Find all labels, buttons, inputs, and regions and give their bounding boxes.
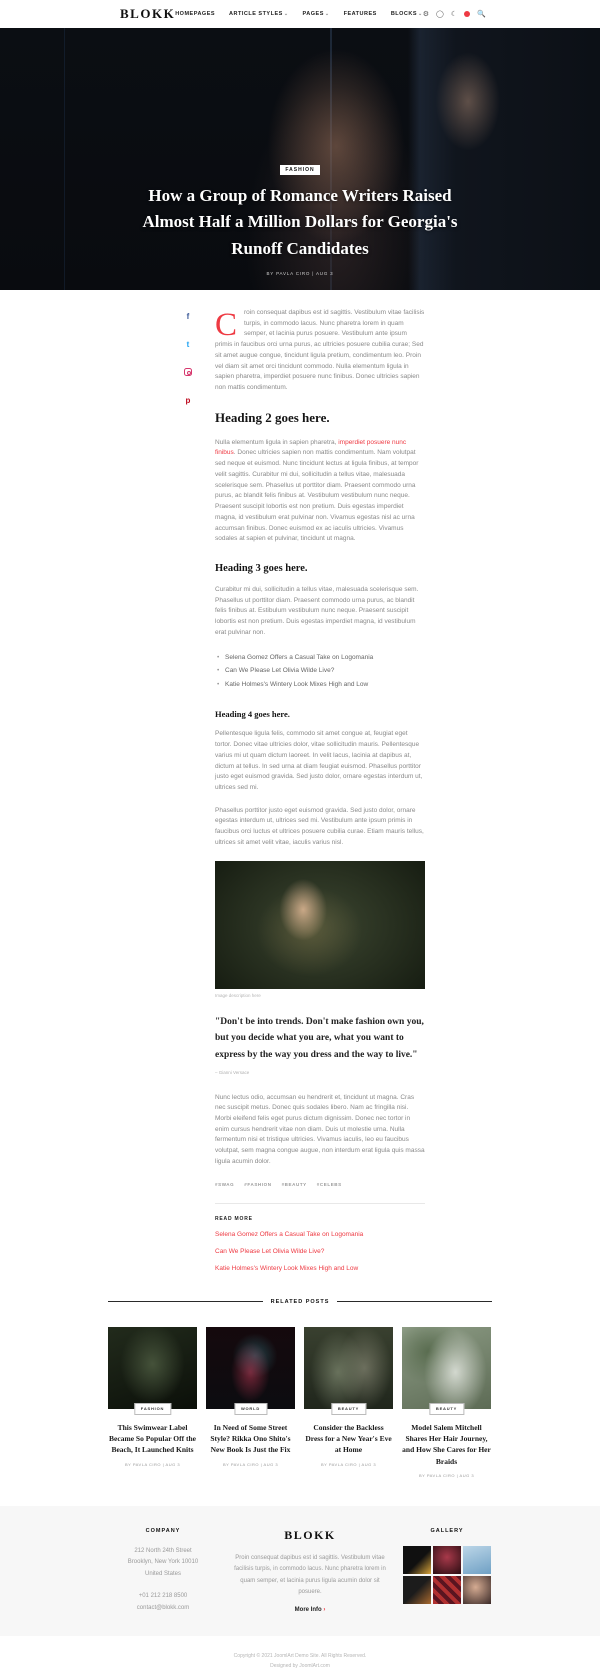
post-thumbnail bbox=[108, 1327, 197, 1412]
post-byline: BY PAVLA CIRO | AUG 3 bbox=[320, 1461, 377, 1467]
share-sidebar bbox=[182, 310, 194, 406]
related-post-card[interactable] bbox=[108, 1327, 197, 1478]
company-address: 212 North 24th Street Brooklyn, New York 10010 United States +01 212 218 8500 contact@blokk.com bbox=[108, 1546, 218, 1614]
list-item: • Katie Holmes's Wintery Look Mixes High and Low bbox=[217, 678, 425, 692]
related-post-card[interactable] bbox=[206, 1327, 295, 1478]
list-item: • Selena Gomez Offers a Casual Take on Logomania bbox=[217, 651, 425, 665]
settings-icon[interactable]: ⚙ bbox=[422, 10, 430, 18]
hero-image bbox=[0, 28, 600, 290]
nav-blocks[interactable]: BLOCKS⌄ bbox=[390, 11, 423, 17]
gallery-heading: GALLERY bbox=[430, 1527, 464, 1534]
chevron-down-icon: ⌄ bbox=[418, 11, 423, 17]
paragraph-2: Nulla elementum ligula in sapien pharetra, imperdiet posuere nunc finibus. Donec ultricies sapien non mattis condimentum. Nam volutpat sed neque et euismod. Nunc tincidunt lectus at ligula finibus, at tempor velit sagittis. Curabitur mi dui, sollicitudin a tellus vitae, malesuada scelerisque sem. Phasellus ut porttitor diam. Praesent commodo urna purus, ac blandit felis finibus at. Vestibulum vestibulum nunc neque. Praesent suscipit lobortis est non pretium. Duis egestas imperdiet magna, id vestibulum erat pulvinar non. Vivamus egestas nisl ac urna accumsan finibus. Donec euismod ex ac iaculis ultricies. Vivamus sodales at sapien et pulvinar, tincidunt ut magna. bbox=[215, 438, 419, 543]
notification-badge[interactable] bbox=[464, 11, 470, 17]
chevron-down-icon: ⌄ bbox=[324, 11, 330, 17]
inline-article-image bbox=[215, 861, 425, 989]
post-thumbnail bbox=[206, 1327, 295, 1412]
gallery-thumbnail[interactable] bbox=[463, 1576, 491, 1604]
tag-link[interactable]: #BEAUTY bbox=[281, 1181, 307, 1187]
display-icon[interactable]: ◯ bbox=[436, 10, 444, 18]
gallery-thumbnail[interactable] bbox=[433, 1546, 461, 1574]
tag-link[interactable]: #FASHION bbox=[244, 1181, 272, 1187]
pinterest-share-icon[interactable]: p bbox=[182, 394, 194, 406]
category-badge[interactable]: WORLD bbox=[234, 1403, 267, 1415]
nav-features[interactable]: FEATURES bbox=[343, 11, 377, 17]
gallery-thumbnail[interactable] bbox=[403, 1576, 431, 1604]
footer-logo[interactable]: BLOKK bbox=[284, 1527, 336, 1542]
read-more-link[interactable]: Can We Please Let Olivia Wilde Live? bbox=[215, 1247, 325, 1255]
gallery-thumbnail[interactable] bbox=[403, 1546, 431, 1574]
category-badge[interactable]: FASHION bbox=[134, 1403, 171, 1415]
post-thumbnail bbox=[402, 1327, 491, 1412]
footer-gallery-column bbox=[402, 1528, 492, 1617]
paragraph-4b: Phasellus porttitor justo eget euismod gravida. Sed justo dolor, ornare egestas interdum ut, ultrices sed mi. Vestibulum ante ipsum primis in faucibus orci luctus et ultrices posuere cubilia curae. Etiam mauris tellus, ultrices sit amet velit vitae, iaculis varius nisl. bbox=[215, 806, 424, 846]
read-more-link[interactable]: Katie Holmes's Wintery Look Mixes High and Low bbox=[215, 1264, 359, 1272]
post-title[interactable]: In Need of Some Street Style? Rikka Ono Shito's New Book Is Just the Fix bbox=[210, 1422, 291, 1455]
category-badge[interactable]: BEAUTY bbox=[331, 1403, 366, 1415]
paragraph-5: Nunc lectus odio, accumsan eu hendrerit et, tincidunt ut magna. Cras nec suscipit metus. Donec quis sodales libero. Nam ac fringilla nisi. Morbi eleifend felis eget purus dictum dignissim. Donec nec tortor in enim cursus hendrerit vitae non diam. Duis ut molestie urna. Nulla fermentum nisi et tristique ultricies. Vivamus iaculis, leo eu faucibus volutpat, sem magna congue augue, non interdum erat ligula quis massa ligula acumin dolor. bbox=[215, 1093, 425, 1165]
chevron-down-icon: ⌄ bbox=[283, 11, 289, 17]
gallery-grid bbox=[402, 1546, 492, 1604]
arrow-right-icon: › bbox=[323, 1607, 326, 1614]
nav-article-styles[interactable]: ARTICLE STYLES⌄ bbox=[229, 11, 289, 17]
instagram-share-icon[interactable] bbox=[182, 366, 194, 378]
post-byline: BY PAVLA CIRO | AUG 3 bbox=[222, 1461, 279, 1467]
divider bbox=[215, 1203, 425, 1204]
tag-link[interactable]: #SWAG bbox=[215, 1181, 235, 1187]
instagram-icon bbox=[184, 368, 192, 376]
related-posts-section bbox=[108, 1299, 492, 1478]
related-post-card[interactable] bbox=[402, 1327, 491, 1478]
footer-about-text: Proin consequat dapibus est id sagittis. Vestibulum vitae facilisis turpis, in commodo lacus. Nunc pharetra lorem in quam semper, et lacinia purus ligula acumin dolor sit posuere. bbox=[234, 1554, 386, 1595]
facebook-share-icon[interactable]: f bbox=[182, 310, 194, 322]
read-more-link[interactable]: Selena Gomez Offers a Casual Take on Logomania bbox=[215, 1230, 364, 1238]
image-caption: Image description here bbox=[215, 992, 261, 998]
search-icon[interactable]: 🔍 bbox=[477, 10, 486, 18]
copyright-bar bbox=[0, 1636, 600, 1671]
article-title: How a Group of Romance Writers Raised Almost Half a Million Dollars for Georgia's Runoff Candidates bbox=[142, 185, 458, 258]
more-info-link[interactable]: More Info › bbox=[294, 1607, 326, 1614]
related-posts-header bbox=[108, 1299, 492, 1305]
tag-list bbox=[215, 1182, 425, 1187]
post-thumbnail bbox=[304, 1327, 393, 1412]
drop-cap: C bbox=[215, 307, 238, 343]
gallery-thumbnail[interactable] bbox=[433, 1576, 461, 1604]
footer bbox=[0, 1506, 600, 1637]
related-posts-title: RELATED POSTS bbox=[270, 1298, 330, 1305]
designed-by-text: Designed by JoomlArt.com bbox=[270, 1662, 330, 1669]
copyright-text: Copyright © 2021 JoomlArt Demo Site. All Rights Reserved. bbox=[233, 1653, 367, 1660]
bullet-list bbox=[217, 651, 425, 692]
header bbox=[0, 0, 600, 28]
heading-3: Heading 3 goes here. bbox=[215, 562, 308, 574]
quote-attribution: – Gianni Versace bbox=[215, 1069, 250, 1075]
main-nav bbox=[175, 11, 423, 17]
nav-homepages[interactable]: HOMEPAGES bbox=[175, 11, 216, 17]
twitter-share-icon[interactable]: t bbox=[182, 338, 194, 350]
post-byline: BY PAVLA CIRO | AUG 3 bbox=[418, 1472, 475, 1478]
heading-2: Heading 2 goes here. bbox=[215, 409, 330, 425]
post-title[interactable]: Consider the Backless Dress for a New Year's Eve at Home bbox=[305, 1422, 392, 1455]
company-email[interactable]: contact@blokk.com bbox=[136, 1604, 190, 1611]
read-more-heading: READ MORE bbox=[215, 1215, 253, 1222]
footer-about-column bbox=[230, 1528, 390, 1617]
heading-4: Heading 4 goes here. bbox=[215, 709, 290, 720]
dark-mode-icon[interactable]: ☾ bbox=[450, 10, 458, 18]
header-icons bbox=[423, 11, 486, 18]
article-byline: BY PAVLA CIRO | AUG 3 bbox=[266, 271, 334, 276]
post-byline: BY PAVLA CIRO | AUG 3 bbox=[124, 1461, 181, 1467]
company-phone[interactable]: +01 212 218 8500 bbox=[138, 1593, 188, 1600]
tag-link[interactable]: #CELEBS bbox=[316, 1181, 342, 1187]
footer-company-column bbox=[108, 1528, 218, 1617]
paragraph-4a: Pellentesque ligula felis, commodo sit amet congue at, feugiat eget tortor. Donec vitae ultricies dolor, vitae sollicitudin mauris. Pellentesque varius mi ut quam dictum laoreet. In velit lacus, lacinia at dapibus at, dictum at tellus. In sed urna at diam feugiat euismod. Phasellus porttitor justo eget euismod gravida. Sed justo dolor, ornare egestas interdum ut, ultrices sed mi. bbox=[215, 730, 423, 792]
intro-paragraph: C roin consequat dapibus est id sagittis. Vestibulum vitae facilisis turpis, in commodo lacus. Nunc pharetra lorem in quam semper, et lacinia purus posuere. Vestibulum ante ipsum primis in faucibus orci urna purus, ac ultricies posuere cubilia curae; Sed sit amet augue congue, tincidunt ligula pretium, condimentum leo. Proin vel diam sit amet orci tincidunt commodo. Nulla elementum ligula in sapien pharetra, imperdiet posuere nunc finibus. Donec ultricies sapien non mattis condimentum. bbox=[215, 307, 425, 392]
related-post-card[interactable] bbox=[304, 1327, 393, 1478]
article-body bbox=[0, 290, 600, 1273]
post-title[interactable]: This Swimwear Label Became So Popular Off the Beach, It Launched Knits bbox=[109, 1422, 196, 1455]
paragraph-3: Curabitur mi dui, sollicitudin a tellus vitae, malesuada scelerisque sem. Phasellus ut porttitor diam. Praesent commodo urna purus, ac blandit felis finibus at. Estibulum vestibulum nunc neque. Praesent suscipit lobortis est non pretium. Duis egestas imperdiet magna, id vestibulum erat pulvinar non. bbox=[215, 585, 419, 636]
inline-text-link[interactable]: imperdiet posuere nunc finibus bbox=[215, 438, 407, 457]
company-heading: COMPANY bbox=[145, 1527, 181, 1534]
list-item: • Can We Please Let Olivia Wilde Live? bbox=[217, 664, 425, 678]
category-badge[interactable]: FASHION bbox=[280, 165, 319, 175]
gallery-thumbnail[interactable] bbox=[463, 1546, 491, 1574]
related-posts-grid bbox=[108, 1327, 492, 1478]
blockquote: "Don't be into trends. Don't make fashion own you, but you decide what you are, what you want to express by the way you dress and the way to live." bbox=[215, 1016, 424, 1060]
footer-columns bbox=[108, 1528, 492, 1617]
site-logo[interactable]: BLOKK bbox=[120, 6, 176, 21]
hero-content bbox=[0, 165, 600, 276]
nav-pages[interactable]: PAGES⌄ bbox=[302, 11, 330, 17]
category-badge[interactable]: BEAUTY bbox=[429, 1403, 464, 1415]
post-title[interactable]: Model Salem Mitchell Shares Her Hair Journey, and How She Cares for Her Braids bbox=[402, 1422, 491, 1466]
